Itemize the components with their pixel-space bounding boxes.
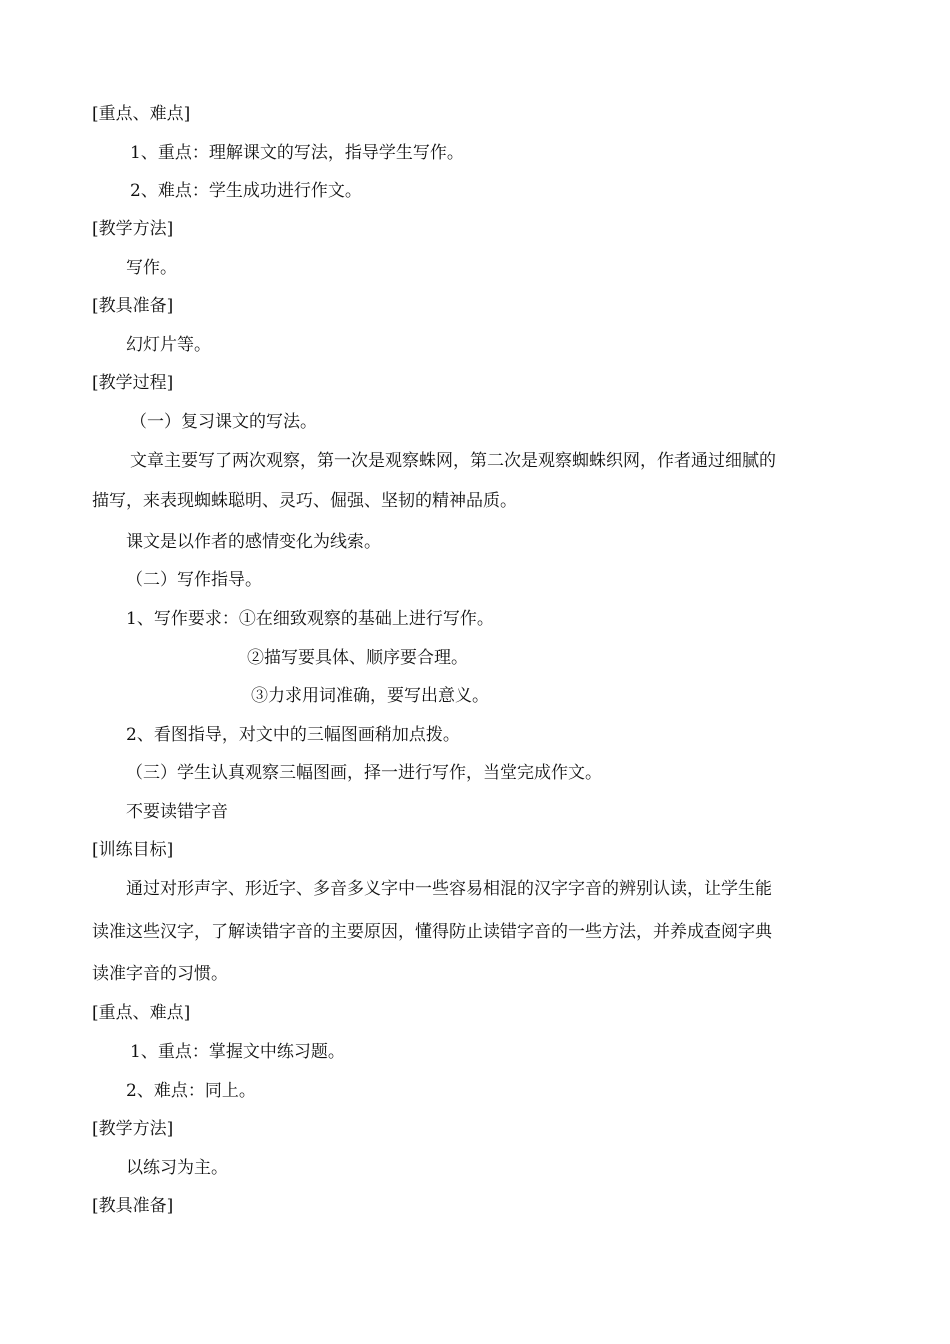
teaching-method-text: 以练习为主。 — [126, 1158, 228, 1178]
section-heading-teaching-method: [教学方法] — [92, 219, 174, 239]
paragraph-line: 读准字音的习惯。 — [92, 964, 228, 984]
process-step-heading: （一）复习课文的写法。 — [130, 412, 317, 432]
writing-requirement-item: ③力求用词准确，要写出意义。 — [251, 686, 489, 706]
section-heading-teaching-aids: [教具准备] — [92, 1196, 174, 1216]
difficulty-item: 2、难点：学生成功进行作文。 — [130, 181, 362, 201]
paragraph-line: 课文是以作者的感情变化为线索。 — [126, 532, 381, 552]
writing-requirement-item: ②描写要具体、顺序要合理。 — [247, 648, 468, 668]
section-heading-teaching-method: [教学方法] — [92, 1119, 174, 1139]
process-step-heading: （三）学生认真观察三幅图画，择一进行写作，当堂完成作文。 — [126, 763, 602, 783]
teaching-aids-text: 幻灯片等。 — [126, 335, 211, 355]
paragraph-line: 通过对形声字、形近字、多音多义字中一些容易相混的汉字字音的辨别认读，让学生能 — [126, 879, 772, 899]
paragraph-line: 描写，来表现蜘蛛聪明、灵巧、倔强、坚韧的精神品质。 — [92, 491, 517, 511]
section-heading-key-points: [重点、难点] — [92, 1003, 191, 1023]
section-heading-teaching-aids: [教具准备] — [92, 296, 174, 316]
key-point-item: 1、重点：掌握文中练习题。 — [130, 1042, 345, 1062]
process-step-heading: （二）写作指导。 — [126, 570, 262, 590]
section-heading-training-goals: [训练目标] — [92, 840, 174, 860]
section-heading-key-points: [重点、难点] — [92, 104, 191, 124]
paragraph-line: 读准这些汉字，了解读错字音的主要原因，懂得防止读错字音的一些方法，并养成查阅字典 — [92, 922, 772, 942]
key-point-item: 1、重点：理解课文的写法，指导学生写作。 — [130, 143, 464, 163]
difficulty-item: 2、难点：同上。 — [126, 1081, 256, 1101]
paragraph-line: 文章主要写了两次观察，第一次是观察蛛网，第二次是观察蜘蛛织网，作者通过细腻的 — [130, 451, 776, 471]
section-heading-teaching-process: [教学过程] — [92, 373, 174, 393]
writing-requirement-item: 1、写作要求：①在细致观察的基础上进行写作。 — [126, 609, 494, 629]
teaching-method-text: 写作。 — [126, 258, 177, 278]
writing-guidance-item: 2、看图指导，对文中的三幅图画稍加点拨。 — [126, 725, 460, 745]
lesson-title: 不要读错字音 — [126, 802, 228, 822]
